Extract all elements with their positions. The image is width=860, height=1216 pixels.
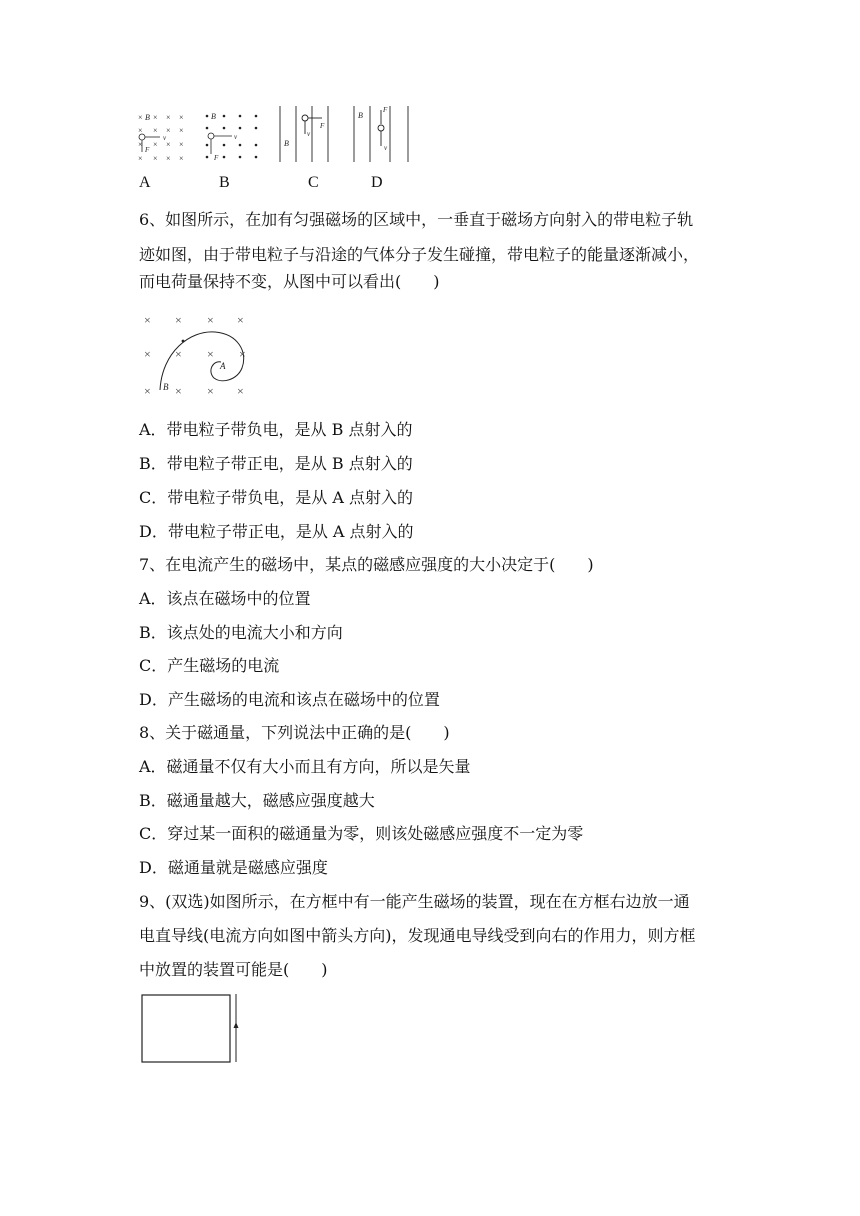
q7-option-a: A．该点在磁场中的位置 [139,589,311,608]
q6-stem-line-2: 迹如图，由于带电粒子与沿途的气体分子发生碰撞，带电粒子的能量逐渐减小， [139,245,700,264]
svg-text:×: × [153,113,158,122]
svg-text:v: v [307,130,311,138]
q6-stem-line-1: 6、如图所示，在加有匀强磁场的区域中，一垂直于磁场方向射入的带电粒子轨 [139,210,694,229]
q9-device-box [142,995,230,1062]
svg-text:×: × [153,154,158,163]
svg-text:B: B [145,113,150,122]
svg-text:×: × [144,384,151,398]
svg-text:F: F [214,154,219,162]
svg-text:×: × [166,126,171,135]
q6-point-a: A [220,361,226,371]
svg-text:×: × [237,313,244,327]
svg-text:×: × [207,384,214,398]
q6-option-a: A．带电粒子带负电，是从 B 点射入的 [139,420,413,439]
svg-text:×: × [166,154,171,163]
q5-label-c: C [308,174,319,191]
q6-stem-line-3: 而电荷量保持不变，从图中可以看出( ) [139,272,440,291]
q6-point-b: B [163,382,169,392]
svg-text:B: B [358,111,363,120]
q5-label-d: D [371,174,383,191]
svg-text:×: × [179,113,184,122]
q8-option-c: C．穿过某一面积的磁通量为零，则该处磁感应强度不一定为零 [139,824,584,843]
q8-option-d: D．磁通量就是磁感应强度 [139,858,328,877]
svg-text:×: × [175,384,182,398]
svg-text:×: × [179,154,184,163]
svg-text:×: × [207,313,214,327]
svg-text:F: F [320,122,325,130]
q8-option-a: A．磁通量不仅有大小而且有方向，所以是矢量 [139,757,471,776]
q6-option-c: C．带电粒子带负电，是从 A 点射入的 [139,488,413,507]
svg-text:×: × [138,113,143,122]
svg-text:B: B [211,112,216,121]
svg-text:F: F [145,146,150,154]
q8-stem: 8、关于磁通量，下列说法中正确的是( ) [139,723,450,742]
svg-text:×: × [175,347,182,361]
svg-text:×: × [138,154,143,163]
svg-text:×: × [153,126,158,135]
q9-stem-line-2: 电直导线(电流方向如图中箭头方向)，发现通电导线受到向右的作用力，则方框 [139,926,696,945]
q7-option-b: B．该点处的电流大小和方向 [139,623,343,642]
svg-text:×: × [237,384,244,398]
svg-text:B: B [284,139,289,148]
svg-text:×: × [138,126,143,135]
svg-text:×: × [144,347,151,361]
q5-label-b: B [219,174,230,191]
q9-stem-line-1: 9、(双选)如图所示，在方框中有一能产生磁场的装置，现在在方框右边放一通 [139,892,690,911]
svg-text:×: × [153,140,158,149]
svg-text:v: v [163,134,167,142]
svg-text:×: × [207,347,214,361]
q7-option-d: D．产生磁场的电流和该点在磁场中的位置 [139,690,440,709]
svg-text:×: × [179,126,184,135]
q6-option-b: B．带电粒子带正电，是从 B 点射入的 [139,454,413,473]
svg-text:×: × [175,313,182,327]
q7-option-c: C．产生磁场的电流 [139,656,280,675]
q6-option-d: D．带电粒子带正电，是从 A 点射入的 [139,522,414,541]
q7-stem: 7、在电流产生的磁场中，某点的磁感应强度的大小决定于( ) [139,555,594,574]
svg-text:F: F [383,106,388,114]
svg-text:×: × [239,347,246,361]
q8-option-b: B．磁通量越大，磁感应强度越大 [139,791,375,810]
svg-text:×: × [179,140,184,149]
svg-text:×: × [166,140,171,149]
q5-label-a: A [139,174,151,191]
svg-text:v: v [384,144,388,152]
svg-text:v: v [234,133,238,141]
svg-text:×: × [138,140,143,149]
q9-stem-line-3: 中放置的装置可能是( ) [139,960,328,979]
svg-text:×: × [166,113,171,122]
svg-text:×: × [144,313,151,327]
q9-current-arrow-icon [234,1022,239,1028]
